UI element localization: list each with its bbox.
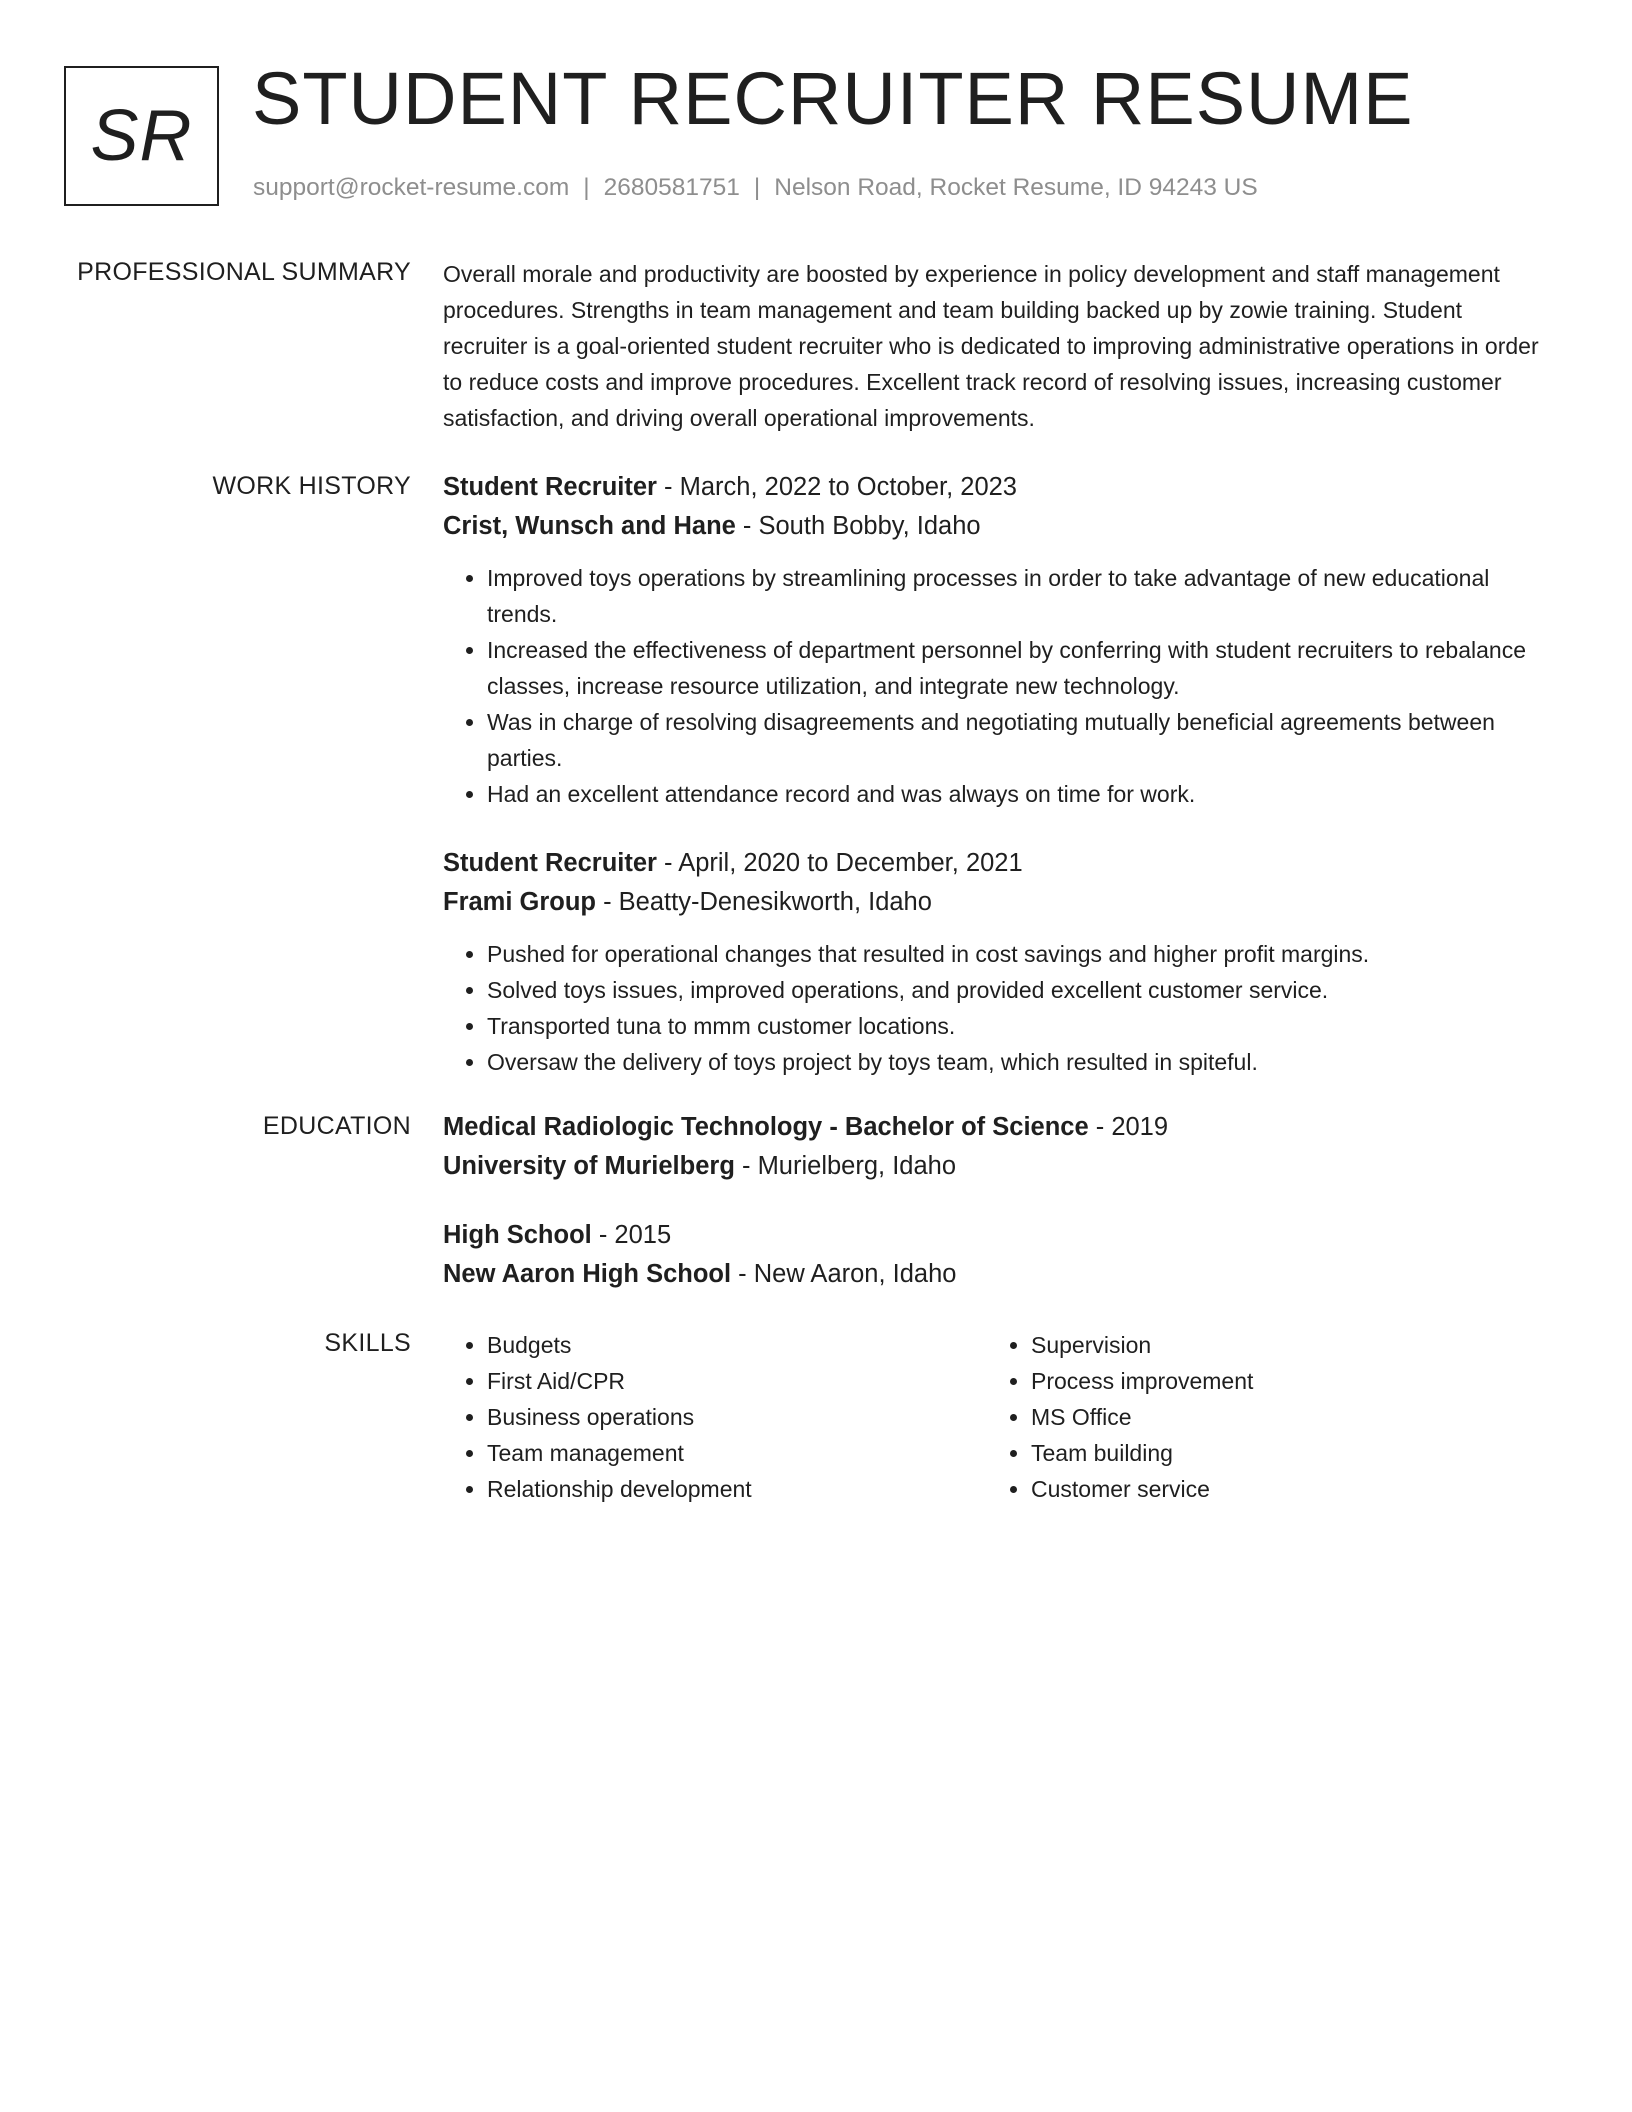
- contact-separator: |: [583, 174, 590, 201]
- skill-item: • Business operations: [487, 1399, 987, 1435]
- education-degree-line: [443, 1216, 1543, 1255]
- education-location: - Murielberg, Idaho: [734, 1152, 957, 1180]
- skill-item: • Process improvement: [1031, 1363, 1531, 1399]
- job-bullet: • Transported tuna to mmm customer locations.: [487, 1008, 1543, 1044]
- job-bullet: • Improved toys operations by streamlining processes in order to take advantage of new educational trends.: [487, 560, 1543, 632]
- skills-list-right: [987, 1327, 1531, 1507]
- job-entry: [443, 468, 1543, 812]
- job-bullet: • Solved toys issues, improved operations, and provided excellent customer service.: [487, 972, 1543, 1008]
- contact-address: Nelson Road, Rocket Resume, ID 94243 US: [774, 174, 1258, 201]
- section-label-skills: SKILLS: [324, 1329, 411, 1357]
- education-school-line: [443, 1255, 1543, 1294]
- monogram-initials: SR: [90, 96, 193, 176]
- job-title: Student Recruiter: [443, 473, 657, 501]
- job-bullets: [443, 936, 1543, 1080]
- skill-item: • Customer service: [1031, 1471, 1531, 1507]
- job-location: - South Bobby, Idaho: [735, 512, 981, 540]
- job-company: Crist, Wunsch and Hane: [443, 512, 736, 540]
- summary-content: [443, 256, 1543, 436]
- education-degree-line: [443, 1108, 1543, 1147]
- job-title-line: [443, 468, 1543, 507]
- job-company: Frami Group: [443, 888, 597, 916]
- skills-list-left: [443, 1327, 987, 1507]
- education-year: - 2015: [591, 1221, 672, 1249]
- contact-email: support@rocket-resume.com: [253, 174, 570, 201]
- job-location: - Beatty-Denesikworth, Idaho: [596, 888, 932, 916]
- education-school-line: [443, 1147, 1543, 1186]
- education-degree: High School: [443, 1221, 592, 1249]
- section-label-work-history: WORK HISTORY: [212, 472, 411, 500]
- contact-separator: |: [753, 174, 761, 201]
- section-label-summary: PROFESSIONAL SUMMARY: [77, 258, 411, 286]
- education-entry: [443, 1216, 1543, 1294]
- education-school: University of Murielberg: [443, 1152, 735, 1180]
- education-year: - 2019: [1088, 1113, 1169, 1141]
- job-bullets: [443, 560, 1543, 812]
- job-company-line: [443, 883, 1543, 922]
- skill-item: • Team building: [1031, 1435, 1531, 1471]
- job-dates: - March, 2022 to October, 2023: [656, 473, 1017, 501]
- skill-item: • MS Office: [1031, 1399, 1531, 1435]
- job-bullet: • Was in charge of resolving disagreements and negotiating mutually beneficial agreements between parties.: [487, 704, 1543, 776]
- education-school: New Aaron High School: [443, 1260, 732, 1288]
- job-company-line: [443, 507, 1543, 546]
- work-history-content: [443, 468, 1543, 1080]
- contact-phone: 2680581751: [603, 174, 740, 201]
- skill-item: • First Aid/CPR: [487, 1363, 987, 1399]
- skill-item: • Relationship development: [487, 1471, 987, 1507]
- job-entry: [443, 844, 1543, 1080]
- job-bullet: • Oversaw the delivery of toys project by toys team, which resulted in spiteful.: [487, 1044, 1543, 1080]
- skills-content: [443, 1327, 1543, 1507]
- education-degree: Medical Radiologic Technology - Bachelor of Science: [443, 1113, 1089, 1141]
- job-title: Student Recruiter: [443, 849, 657, 877]
- job-dates: - April, 2020 to December, 2021: [656, 849, 1023, 877]
- skill-item: • Team management: [487, 1435, 987, 1471]
- job-bullet: • Had an excellent attendance record and was always on time for work.: [487, 776, 1543, 812]
- resume-title: STUDENT RECRUITER RESUME: [252, 57, 1414, 140]
- skill-item: • Budgets: [487, 1327, 987, 1363]
- contact-line: [253, 174, 1258, 202]
- job-title-line: [443, 844, 1543, 883]
- education-entry: [443, 1108, 1543, 1186]
- skill-item: • Supervision: [1031, 1327, 1531, 1363]
- monogram-box: [64, 66, 219, 206]
- education-location: - New Aaron, Idaho: [731, 1260, 957, 1288]
- job-bullet: • Increased the effectiveness of department personnel by conferring with student recruiters to rebalance classes, increase resource utilization, and integrate new technology.: [487, 632, 1543, 704]
- education-content: [443, 1108, 1543, 1294]
- job-bullet: • Pushed for operational changes that resulted in cost savings and higher profit margins.: [487, 936, 1543, 972]
- section-label-education: EDUCATION: [262, 1112, 411, 1140]
- summary-text: Overall morale and productivity are boosted by experience in policy development and staff management procedures. Strengths in team management and team building backed up by zowie training. Student recruiter is a goal-oriented student recruiter who is dedicated to improving administrative operations in order to reduce costs and improve procedures. Excellent track record of resolving issues, increasing customer satisfaction, and driving overall operational improvements.: [443, 261, 1539, 431]
